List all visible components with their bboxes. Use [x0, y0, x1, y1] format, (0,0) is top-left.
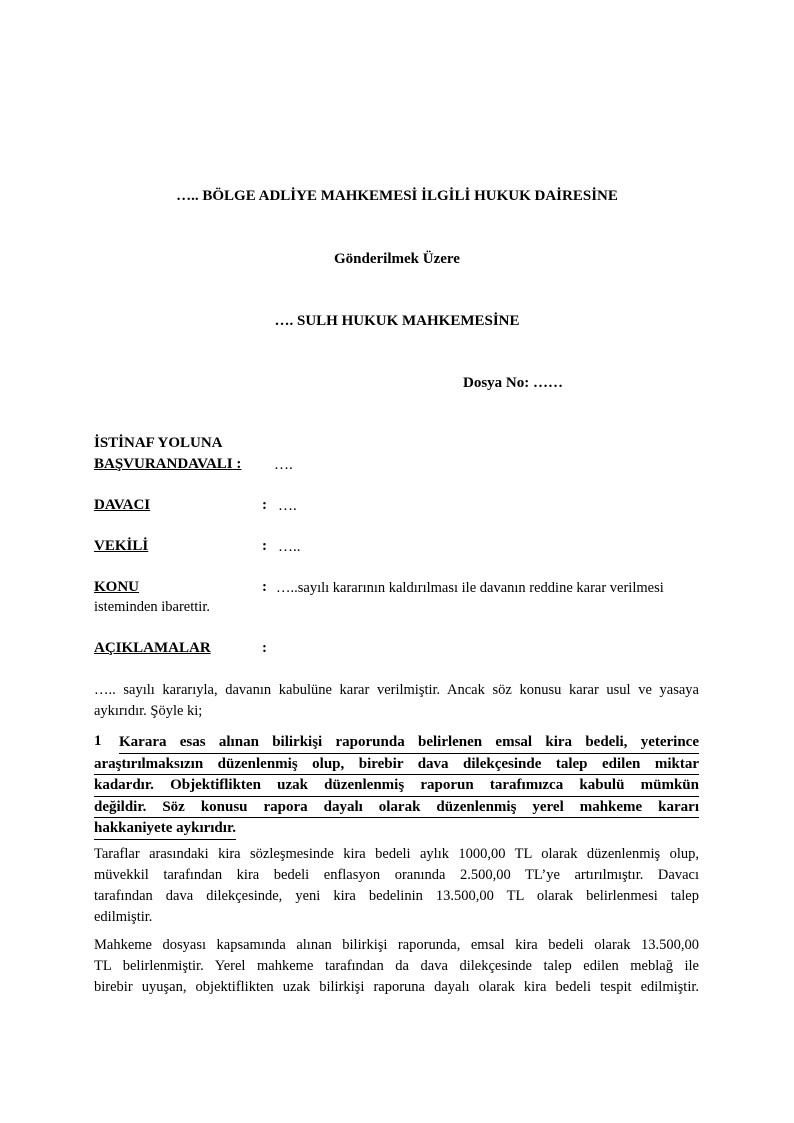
counsel-label	[94, 538, 270, 555]
para2-line-2: müvekkil tarafından kira bedeli enflasyon oranında 2.500,00 TL’ye artırılmıştır. Davacı	[94, 867, 699, 883]
appellant-label-line1: İSTİNAF YOLUNA	[94, 435, 223, 451]
point1-line-3: kadardır. Objektiflikten uzak düzenlenmiş raporun tarafımızca kabulü mümkün	[94, 775, 699, 797]
counsel-value: …..	[278, 539, 301, 555]
paragraph-3	[94, 935, 699, 998]
appellant-label-line2	[94, 456, 267, 473]
explanations-label-text: AÇIKLAMALAR	[94, 640, 211, 656]
subject-label-text: KONU	[94, 579, 139, 595]
plaintiff-label-text: DAVACI	[94, 497, 151, 513]
sent-via-line: Gönderilmek Üzere	[334, 251, 460, 267]
subject-value-line2: isteminden ibarettir.	[94, 599, 210, 615]
subject-label	[94, 579, 270, 596]
counsel-label-text: VEKİLİ	[94, 538, 149, 554]
point1-line-1: Karara esas alınan bilirkişi raporunda belirlenen emsal kira bedeli, yeterince	[119, 732, 699, 754]
para2-line-1: Taraflar arasındaki kira sözleşmesinde kira bedeli aylık 1000,00 TL olarak düzenlenmiş olup,	[94, 846, 699, 862]
para3-line-2: TL belirlenmiştir. Yerel mahkeme tarafından da dava dilekçesinde talep edilen meblağ ile	[94, 958, 699, 974]
intro-paragraph	[94, 680, 699, 722]
para3-line-1: Mahkeme dosyası kapsamında alınan bilirkişi raporunda, emsal kira bedeli olarak 13.500,00	[94, 937, 699, 953]
para3-line-3: birebir uyuşan, objektiflikten uzak bilirkişi raporuna dayalı olarak kira bedeli tespit edilmiştir.	[94, 979, 699, 995]
para2-line-4: edilmiştir.	[94, 909, 153, 925]
point1-line-2: araştırılmaksızın düzenlenmiş olup, birebir dava dilekçesinde talep edilen miktar	[94, 754, 699, 776]
plaintiff-value: ….	[278, 498, 297, 514]
point1-block	[94, 732, 699, 840]
plaintiff-label	[94, 497, 270, 514]
explanations-label	[94, 640, 270, 657]
subject-colon: :	[262, 579, 267, 595]
explanations-colon: :	[262, 640, 267, 656]
court-title: ….. BÖLGE ADLİYE MAHKEMESİ İLGİLİ HUKUK DAİRESİNE	[176, 188, 618, 204]
plaintiff-colon: :	[262, 497, 267, 513]
counsel-colon: :	[262, 538, 267, 554]
file-number: Dosya No: ……	[463, 375, 563, 391]
point1-line-5: hakkaniyete aykırıdır.	[94, 818, 236, 840]
lower-court-title: …. SULH HUKUK MAHKEMESİNE	[274, 313, 520, 329]
subject-value-line1: …..sayılı kararının kaldırılması ile davanın reddine karar verilmesi	[276, 580, 664, 596]
point1-number: 1	[94, 733, 102, 749]
appellant-label-text: BAŞVURANDAVALI	[94, 456, 233, 472]
appellant-colon: :	[236, 456, 242, 472]
para2-line-3: tarafından dava dilekçesinde, yeni kira bedelinin 13.500,00 TL olarak belirlenmesi talep	[94, 888, 699, 904]
intro-line-1: ….. sayılı kararıyla, davanın kabulüne karar verilmiştir. Ancak söz konusu karar usul ve yasaya	[94, 682, 699, 698]
paragraph-2	[94, 844, 699, 928]
point1-line-4: değildir. Söz konusu rapora dayalı olarak düzenlenmiş yerel mahkeme kararı	[94, 797, 699, 819]
intro-line-2: aykırıdır. Şöyle ki;	[94, 703, 203, 719]
appellant-value: ….	[274, 457, 293, 473]
